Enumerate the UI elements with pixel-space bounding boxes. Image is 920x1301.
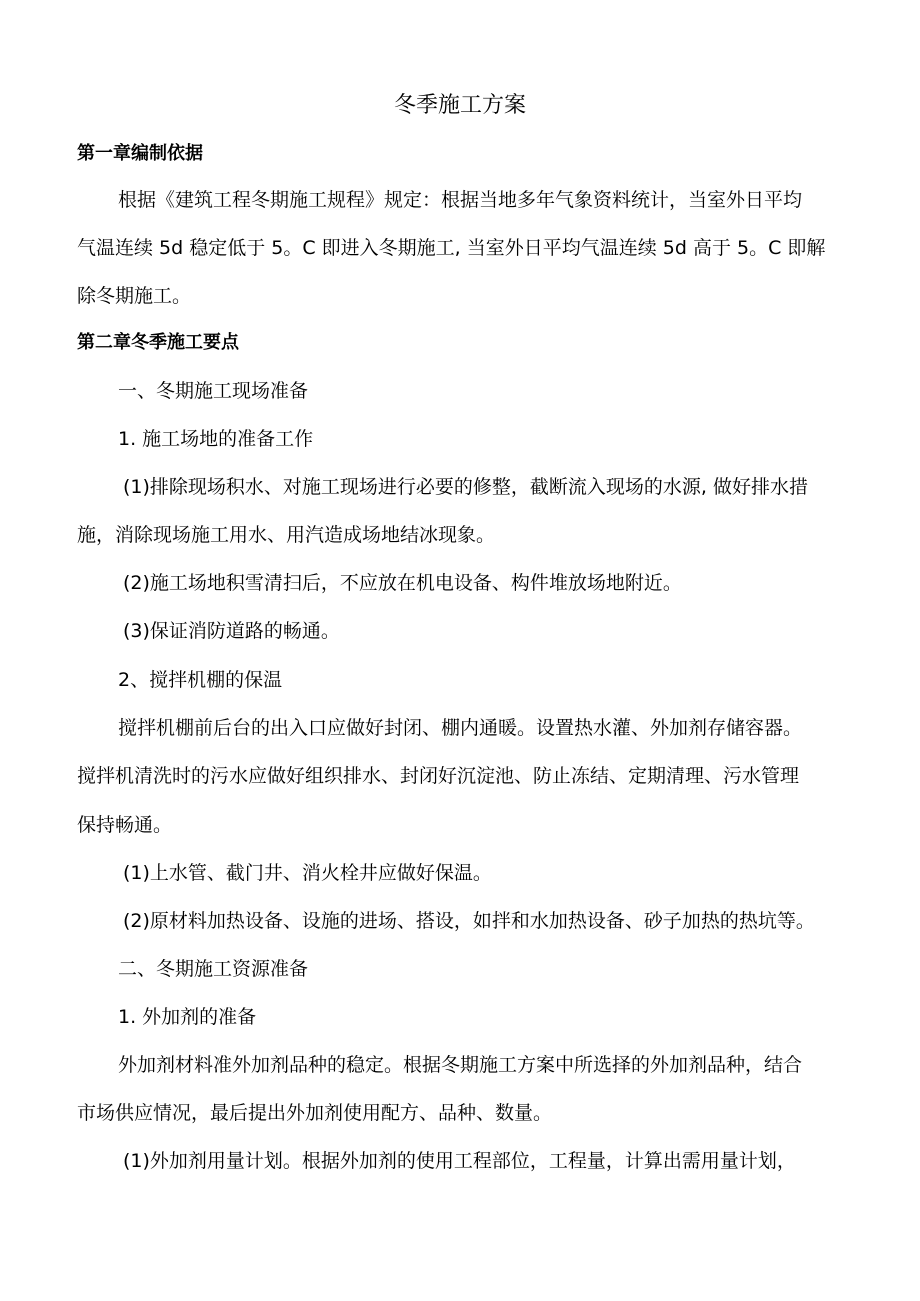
paragraph-line: 外加剂材料准外加剂品种的稳定。根据冬期施工方案中所选择的外加剂品种，结合 [118,1054,803,1076]
paragraph-line: 除冬期施工。 [77,285,192,307]
chapter-1-heading: 第一章编制依据 [77,143,203,164]
chapter-2-heading: 第二章冬季施工要点 [77,332,239,353]
subsection-heading: 1. 施工场地的准备工作 [118,428,314,450]
paragraph-line: (2)施工场地积雪清扫后，不应放在机电设备、构件堆放场地附近。 [123,572,682,594]
section-heading: 二、冬期施工资源准备 [118,958,309,980]
paragraph-line: 搅拌机棚前后台的出入口应做好封闭、棚内通暖。设置热水灌、外加剂存储容器。 [118,717,803,739]
subsection-heading: 1. 外加剂的准备 [118,1006,257,1028]
paragraph-line: (1)排除现场积水、对施工现场进行必要的修整，截断流入现场的水源, 做好排水措 [123,476,808,498]
section-heading: 一、冬期施工现场准备 [118,380,309,402]
paragraph-line: 保持畅通。 [77,814,173,836]
subsection-heading: 2、搅拌机棚的保温 [118,669,283,691]
paragraph-line: 市场供应情况，最后提出外加剂使用配方、品种、数量。 [77,1102,553,1124]
paragraph-line: (3)保证消防道路的畅通。 [123,620,340,642]
document-title: 冬季施工方案 [393,93,526,118]
paragraph-line: 根据《建筑工程冬期施工规程》规定：根据当地多年气象资料统计，当室外日平均 [118,189,803,211]
paragraph-line: 气温连续 5d 稳定低于 5。C 即进入冬期施工, 当室外日平均气温连续 5d 高于 5。C 即解 [77,237,826,259]
paragraph-line: (1)外加剂用量计划。根据外加剂的使用工程部位，工程量，计算出需用量计划， [123,1150,796,1172]
paragraph-line: 施，消除现场施工用水、用汽造成场地结冰现象。 [77,524,496,546]
paragraph-line: 搅拌机清洗时的污水应做好组织排水、封闭好沉淀池、防止冻结、定期清理、污水管理 [77,765,800,787]
paragraph-line: (1)上水管、截门井、消火栓井应做好保温。 [123,862,492,884]
paragraph-line: (2)原材料加热设备、设施的进场、搭设，如拌和水加热设备、砂子加热的热坑等。 [123,910,815,932]
